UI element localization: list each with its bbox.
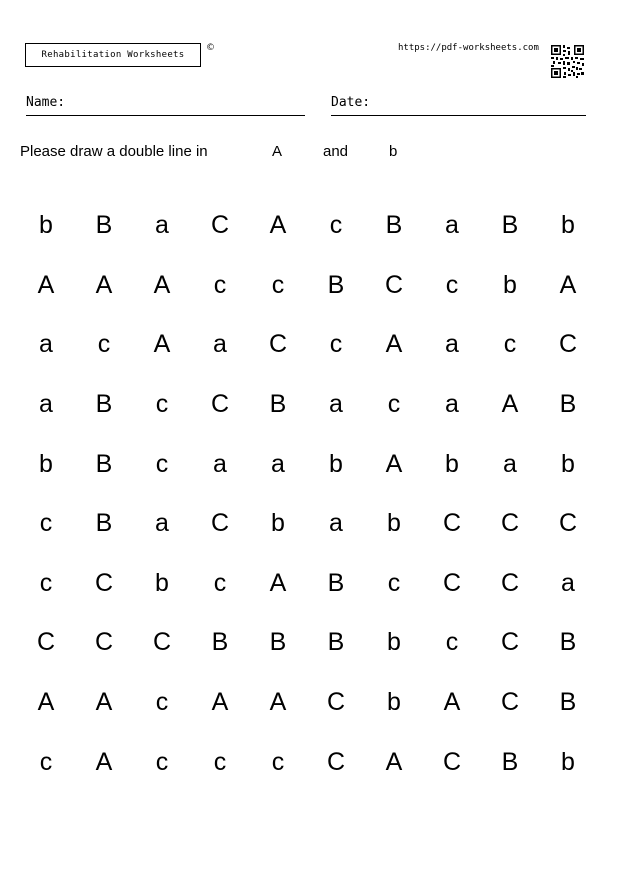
letter-cell[interactable]: c [39, 568, 53, 597]
letter-cell[interactable]: c [213, 270, 227, 299]
letter-cell[interactable]: B [327, 628, 345, 657]
letter-cell[interactable]: B [327, 568, 345, 597]
letter-cell[interactable]: A [95, 270, 113, 299]
letter-cell[interactable]: c [503, 330, 517, 359]
letter-cell[interactable]: A [385, 747, 403, 776]
letter-cell[interactable]: b [39, 449, 53, 478]
brand-label: Rehabilitation Worksheets [41, 50, 185, 60]
letter-cell[interactable]: c [97, 330, 111, 359]
letter-cell[interactable]: b [39, 211, 53, 240]
name-field[interactable] [26, 95, 305, 116]
letter-cell[interactable]: B [559, 688, 577, 717]
letter-cell[interactable]: C [558, 330, 578, 359]
letter-cell[interactable]: B [559, 390, 577, 419]
letter-cell[interactable]: a [39, 390, 53, 419]
letter-cell[interactable]: c [271, 747, 285, 776]
letter-cell[interactable]: a [445, 211, 459, 240]
letter-cell[interactable]: A [37, 688, 55, 717]
letter-cell[interactable]: a [213, 330, 227, 359]
letter-cell[interactable]: C [500, 509, 520, 538]
letter-cell[interactable]: a [155, 509, 169, 538]
letter-cell[interactable]: c [213, 568, 227, 597]
copyright-mark: © [206, 43, 215, 53]
letter-cell[interactable]: a [445, 330, 459, 359]
letter-cell[interactable]: b [561, 211, 575, 240]
letter-cell[interactable]: c [387, 390, 401, 419]
letter-cell[interactable]: A [443, 688, 461, 717]
letter-cell[interactable]: b [387, 509, 401, 538]
letter-cell[interactable]: C [442, 568, 462, 597]
letter-cell[interactable]: B [559, 628, 577, 657]
letter-cell[interactable]: C [326, 747, 346, 776]
letter-cell[interactable]: b [503, 270, 517, 299]
letter-cell[interactable]: A [269, 568, 287, 597]
letter-cell[interactable]: A [385, 449, 403, 478]
letter-cell[interactable]: A [153, 270, 171, 299]
letter-cell[interactable]: B [501, 211, 519, 240]
letter-cell[interactable]: C [500, 568, 520, 597]
letter-cell[interactable]: c [155, 449, 169, 478]
letter-cell[interactable]: B [211, 628, 229, 657]
letter-cell[interactable]: B [269, 628, 287, 657]
letter-cell[interactable]: c [387, 568, 401, 597]
letter-cell[interactable]: a [503, 449, 517, 478]
letter-cell[interactable]: C [558, 509, 578, 538]
date-field[interactable] [331, 95, 586, 116]
letter-cell[interactable]: b [561, 747, 575, 776]
brand-box [25, 43, 201, 67]
letter-cell[interactable]: a [561, 568, 575, 597]
instruction-text: Please draw a double line in [20, 143, 208, 160]
letter-cell[interactable]: b [445, 449, 459, 478]
letter-cell[interactable]: C [442, 747, 462, 776]
letter-cell[interactable]: b [561, 449, 575, 478]
letter-cell[interactable]: C [36, 628, 56, 657]
letter-cell[interactable]: A [153, 330, 171, 359]
letter-cell[interactable]: B [269, 390, 287, 419]
site-url[interactable]: https://pdf-worksheets.com [398, 43, 539, 53]
letter-cell[interactable]: c [155, 390, 169, 419]
letter-cell[interactable]: c [445, 270, 459, 299]
letter-cell[interactable]: c [155, 747, 169, 776]
letter-cell[interactable]: B [95, 509, 113, 538]
letter-cell[interactable]: c [39, 509, 53, 538]
letter-cell[interactable]: C [442, 509, 462, 538]
qr-code-icon [551, 45, 584, 78]
instruction-target-2: b [389, 143, 398, 160]
letter-cell[interactable]: C [210, 211, 230, 240]
letter-cell[interactable]: A [559, 270, 577, 299]
letter-cell[interactable]: b [329, 449, 343, 478]
letter-cell[interactable]: C [326, 688, 346, 717]
letter-cell[interactable]: A [37, 270, 55, 299]
letter-cell[interactable]: b [271, 509, 285, 538]
letter-cell[interactable]: A [269, 211, 287, 240]
letter-cell[interactable]: a [445, 390, 459, 419]
letter-cell[interactable]: C [94, 628, 114, 657]
letter-cell[interactable]: A [95, 747, 113, 776]
letter-cell[interactable]: a [329, 390, 343, 419]
letter-cell[interactable]: A [95, 688, 113, 717]
letter-cell[interactable]: c [213, 747, 227, 776]
letter-cell[interactable]: c [329, 330, 343, 359]
letter-cell[interactable]: b [155, 568, 169, 597]
letter-cell[interactable]: B [501, 747, 519, 776]
letter-cell[interactable]: C [384, 270, 404, 299]
letter-cell[interactable]: c [329, 211, 343, 240]
letter-cell[interactable]: a [329, 509, 343, 538]
letter-cell[interactable]: c [445, 628, 459, 657]
letter-cell[interactable]: A [385, 330, 403, 359]
letter-cell[interactable]: C [210, 390, 230, 419]
letter-cell[interactable]: A [269, 688, 287, 717]
letter-cell[interactable]: B [95, 390, 113, 419]
letter-cell[interactable]: C [210, 509, 230, 538]
letter-cell[interactable]: A [501, 390, 519, 419]
letter-cell[interactable]: b [387, 688, 401, 717]
instruction-conjunction: and [323, 143, 349, 160]
letter-cell[interactable]: c [155, 688, 169, 717]
letter-grid [17, 196, 597, 792]
letter-cell[interactable]: C [500, 688, 520, 717]
letter-cell[interactable]: C [500, 628, 520, 657]
letter-cell[interactable]: C [152, 628, 172, 657]
letter-cell[interactable]: a [39, 330, 53, 359]
letter-cell[interactable]: C [268, 330, 288, 359]
letter-cell[interactable]: a [213, 449, 227, 478]
letter-cell[interactable]: B [95, 211, 113, 240]
letter-cell[interactable]: B [385, 211, 403, 240]
letter-cell[interactable]: b [387, 628, 401, 657]
letter-cell[interactable]: B [95, 449, 113, 478]
letter-cell[interactable]: a [271, 449, 285, 478]
letter-cell[interactable]: c [271, 270, 285, 299]
letter-cell[interactable]: B [327, 270, 345, 299]
letter-cell[interactable]: C [94, 568, 114, 597]
instruction-target-1: A [272, 143, 283, 160]
letter-cell[interactable]: a [155, 211, 169, 240]
name-label: Name: [26, 95, 66, 110]
letter-cell[interactable]: c [39, 747, 53, 776]
date-label: Date: [331, 95, 371, 110]
letter-cell[interactable]: A [211, 688, 229, 717]
